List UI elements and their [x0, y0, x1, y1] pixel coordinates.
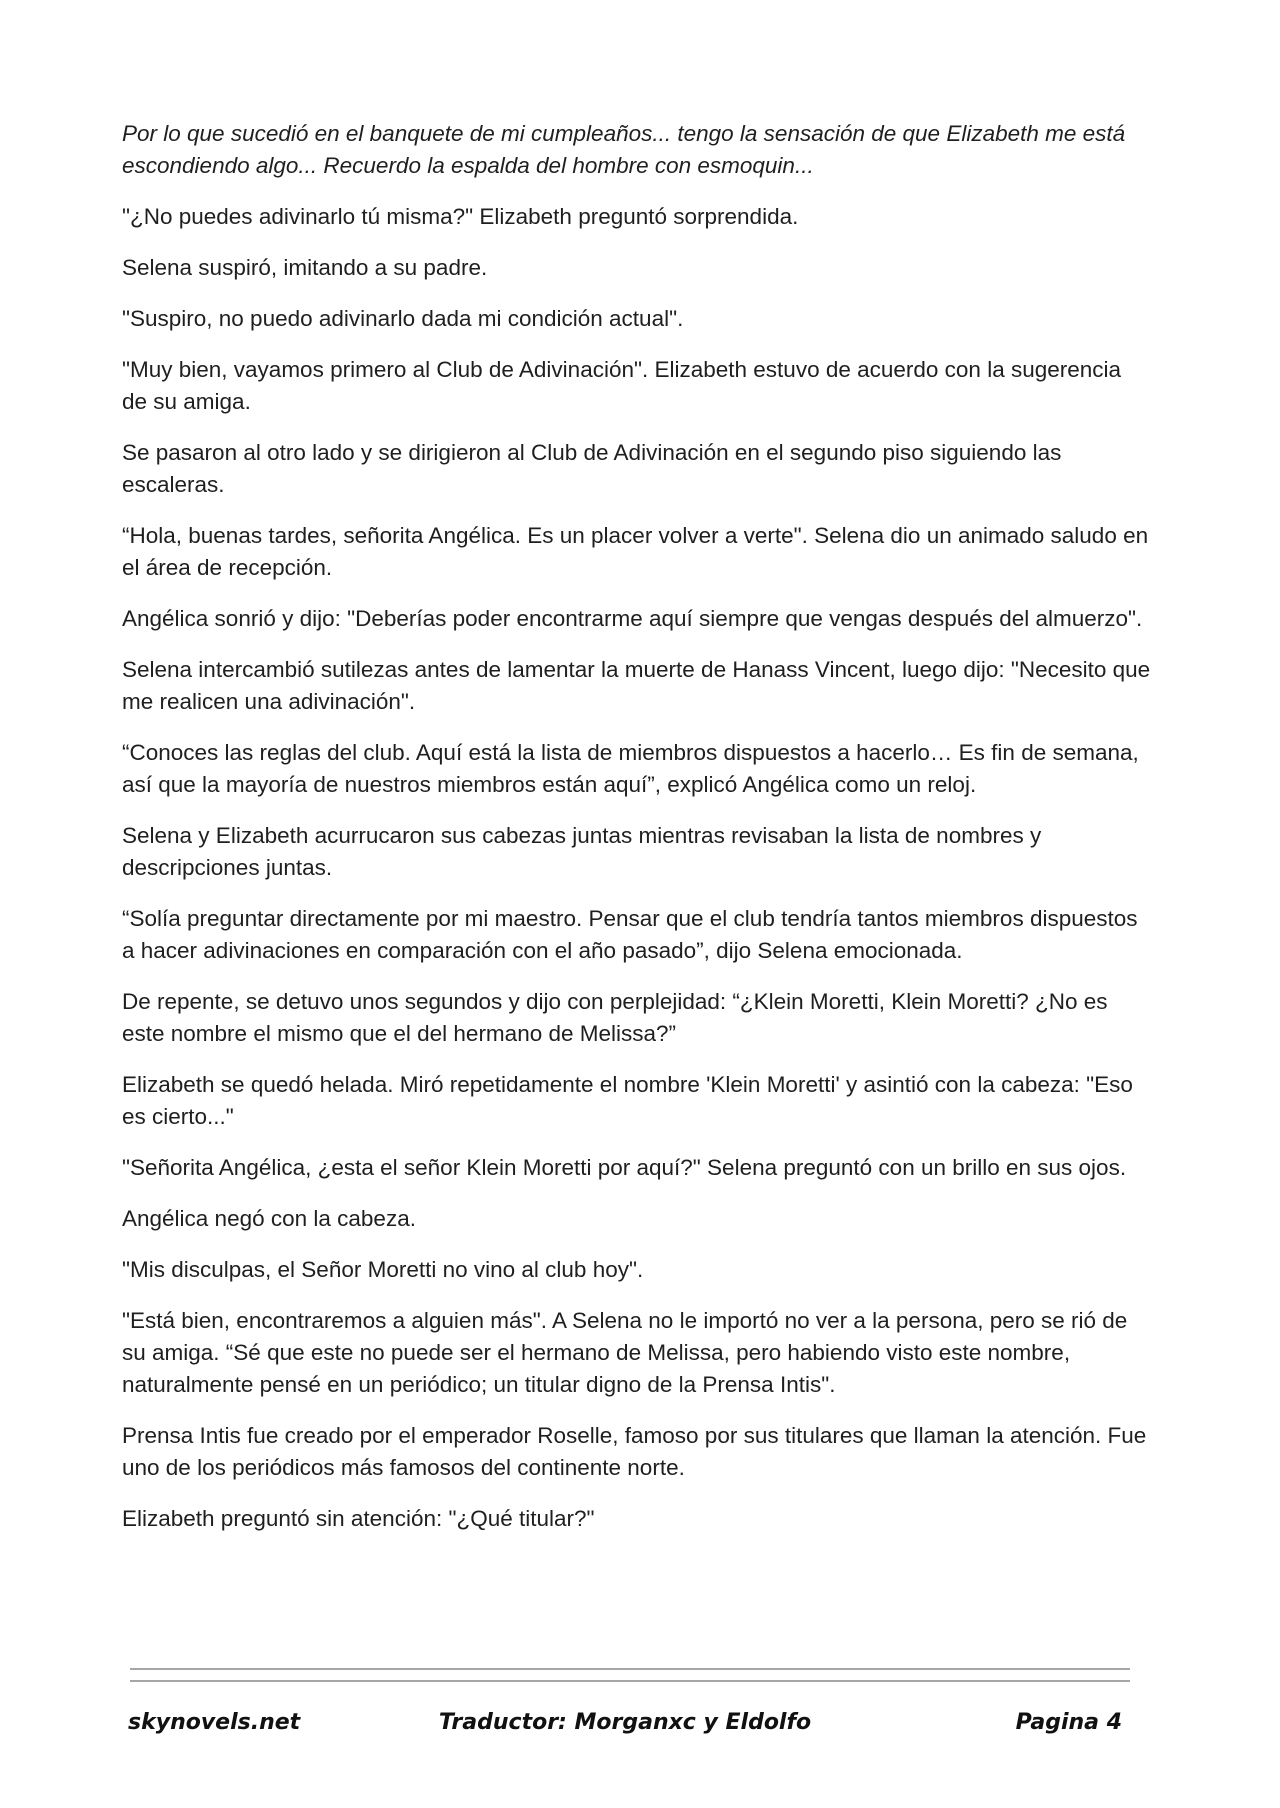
paragraph: “Conoces las reglas del club. Aquí está la lista de miembros dispuestos a hacerlo… Es fin de semana, así que la mayoría de nuestros miembros están aquí”, explicó Angélica como un reloj. — [122, 740, 1139, 797]
footer-rule-bottom — [130, 1680, 1130, 1682]
paragraph: “Solía preguntar directamente por mi maestro. Pensar que el club tendría tantos miembros dispuestos a hacer adivinaciones en comparación con el año pasado”, dijo Selena emocionada. — [122, 906, 1138, 963]
paragraph: Prensa Intis fue creado por el emperador Roselle, famoso por sus titulares que llaman la atención. Fue uno de los periódicos más famosos del continente norte. — [122, 1423, 1147, 1480]
page-footer — [128, 1710, 1122, 1750]
footer-rule-top — [130, 1668, 1130, 1670]
paragraph: "¿No puedes adivinarlo tú misma?" Elizabeth preguntó sorprendida. — [122, 204, 799, 229]
paragraph: Selena suspiró, imitando a su padre. — [122, 255, 488, 280]
page-body — [122, 118, 1152, 1554]
paragraph: Angélica sonrió y dijo: "Deberías poder encontrarme aquí siempre que vengas después del almuerzo". — [122, 606, 1143, 631]
paragraph: Selena intercambió sutilezas antes de lamentar la muerte de Hanass Vincent, luego dijo: "Necesito que me realicen una adivinación". — [122, 657, 1151, 714]
paragraph: "Señorita Angélica, ¿esta el señor Klein Moretti por aquí?" Selena preguntó con un brillo en sus ojos. — [122, 1155, 1127, 1180]
paragraph: Elizabeth se quedó helada. Miró repetidamente el nombre 'Klein Moretti' y asintió con la cabeza: "Eso es cierto..." — [122, 1072, 1133, 1129]
footer-divider — [130, 1668, 1130, 1692]
paragraph: Por lo que sucedió en el banquete de mi cumpleaños... tengo la sensación de que Elizabeth me está escondiendo algo... Recuerdo la espalda del hombre con esmoquin... — [122, 121, 1126, 178]
paragraph: Elizabeth preguntó sin atención: "¿Qué titular?" — [122, 1506, 595, 1531]
footer-translator: Traductor: Morganxc y Eldolfo — [438, 1710, 812, 1735]
paragraph: "Mis disculpas, el Señor Moretti no vino al club hoy". — [122, 1257, 644, 1282]
paragraph: "Muy bien, vayamos primero al Club de Adivinación". Elizabeth estuvo de acuerdo con la sugerencia de su amiga. — [122, 357, 1122, 414]
footer-page-number: Pagina 4 — [1015, 1710, 1122, 1735]
paragraph: “Hola, buenas tardes, señorita Angélica. Es un placer volver a verte". Selena dio un animado saludo en el área de recepción. — [122, 523, 1149, 580]
paragraph: "Suspiro, no puedo adivinarlo dada mi condición actual". — [122, 306, 684, 331]
paragraph: Selena y Elizabeth acurrucaron sus cabezas juntas mientras revisaban la lista de nombres y descripciones juntas. — [122, 823, 1042, 880]
paragraph: "Está bien, encontraremos a alguien más". A Selena no le importó no ver a la persona, pero se rió de su amiga. “Sé que este no puede ser el hermano de Melissa, pero habiendo visto este nombre, naturalmente pensé en un periódico; un titular digno de la Prensa Intis". — [122, 1308, 1128, 1397]
paragraph: Angélica negó con la cabeza. — [122, 1206, 416, 1231]
paragraph: Se pasaron al otro lado y se dirigieron al Club de Adivinación en el segundo piso siguiendo las escaleras. — [122, 440, 1062, 497]
footer-site: skynovels.net — [128, 1710, 301, 1735]
paragraph: De repente, se detuvo unos segundos y dijo con perplejidad: “¿Klein Moretti, Klein Moretti? ¿No es este nombre el mismo que el del hermano de Melissa?” — [122, 989, 1108, 1046]
